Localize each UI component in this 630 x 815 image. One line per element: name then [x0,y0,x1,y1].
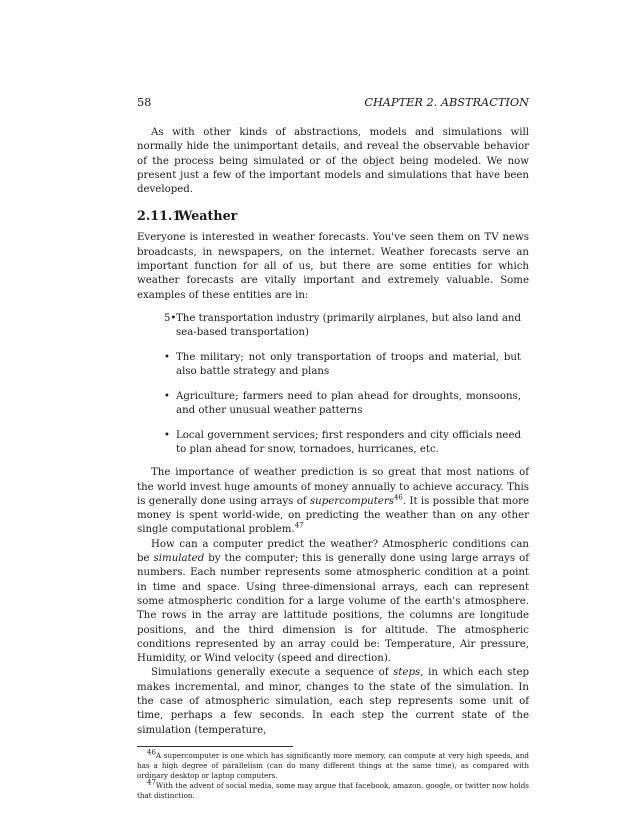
section-number: 2.11.1 [137,208,182,224]
section-title: Weather [178,208,238,224]
footnote-divider [137,746,293,747]
list-item [137,429,529,458]
emphasis-simulated: simulated [153,553,205,565]
list-item-text: The transportation industry (primarily airplanes, but also land and sea-based transportation) [176,312,521,339]
paragraph-text: . It is possible that more money is spent world-wide, on predicting the weather than on any other single computational problem. [137,495,529,536]
lead-paragraph: Everyone is interested in weather forecasts. You've seen them on TV news broadcasts, in newspapers, on the internet. Weather forecasts serve an important function for all of us, but there are some entities for which weather forecasts are vitally important and extremely valuable. Some examples of these entities are in: [137,232,529,301]
footnote-47 [137,778,529,801]
footnote-ref-47[interactable]: 47 [294,522,304,531]
list-item-text: Local government services; first responders and city officials need to plan ahead for snow, tornadoes, hurricanes, etc. [176,429,521,455]
footnote-ref-46[interactable]: 46 [393,493,403,502]
footnote-text: A supercomputer is one which has significantly more memory, can compute at very high speeds, and has a high degree of parallelism (can do many different things at the same time), as compared with ordinary desktop or laptop computers. [137,750,529,780]
list-item [137,312,529,341]
list-item [137,390,529,419]
footnote-number: 47 [147,778,156,787]
footnote-46 [137,748,529,781]
simulations-paragraph [137,666,529,737]
paragraph-text: , in which each step makes incremental, and minor, changes to the state of the simulation. In the case of atmospheric simulation, each step represents some unit of time, perhaps a few seconds. In each step the current state of the simulation (temperature, [137,667,529,736]
paragraph-text: The importance of weather prediction is so great that most nations of the world invest huge amounts of money annually to achieve accuracy. This is generally done using arrays of [137,467,529,507]
document-page [137,96,529,801]
paragraph-text: Simulations generally execute a sequence of [151,667,394,679]
footnote-number: 46 [147,748,156,757]
bullet-marker: • [164,429,170,441]
paragraph-text: by the computer; this is generally done using large arrays of numbers. Each number represents some atmospheric condition at a point in time and space. Using three-dimensional arrays, each can represent some atmospheric condition for a large volume of the earth's atmosphere. The rows in the array are lattitude positions, the columns are longitude positions, and the third dimension is for altitude. The atmospheric conditions represented by an array could be: Temperature, Air pressure, Humidity, or Wind velocity (speed and direction). [137,553,529,665]
list-item [137,351,529,380]
page-number: 58 [137,96,152,109]
paragraph-text: How can a computer predict the weather? Atmospheric conditions can be [137,538,529,565]
footnote-text: With the advent of social media, some may argue that facebook, amazon, google, or twitter now holds that distinction. [137,780,529,800]
emphasis-supercomputers: supercomputers [309,495,394,507]
bullet-marker: • [164,390,170,402]
entities-list [137,312,529,457]
emphasis-steps: steps [393,667,421,679]
predict-paragraph [137,538,529,667]
chapter-title: CHAPTER 2. ABSTRACTION [364,96,529,109]
list-item-text: The military; not only transportation of troops and material, but also battle strategy and plans [176,351,521,378]
bullet-marker: 5• [164,312,177,324]
intro-paragraph: As with other kinds of abstractions, models and simulations will normally hide the unimportant details, and reveal the observable behavior of the process being simulated or of the object being modeled. We now present just a few of the important models and simulations that have been developed. [137,127,529,196]
importance-paragraph [137,466,529,537]
section-heading [137,208,529,224]
bullet-marker: • [164,351,170,363]
running-header [137,96,529,110]
list-item-text: Agriculture; farmers need to plan ahead for droughts, monsoons, and other unusual weather patterns [176,390,521,417]
